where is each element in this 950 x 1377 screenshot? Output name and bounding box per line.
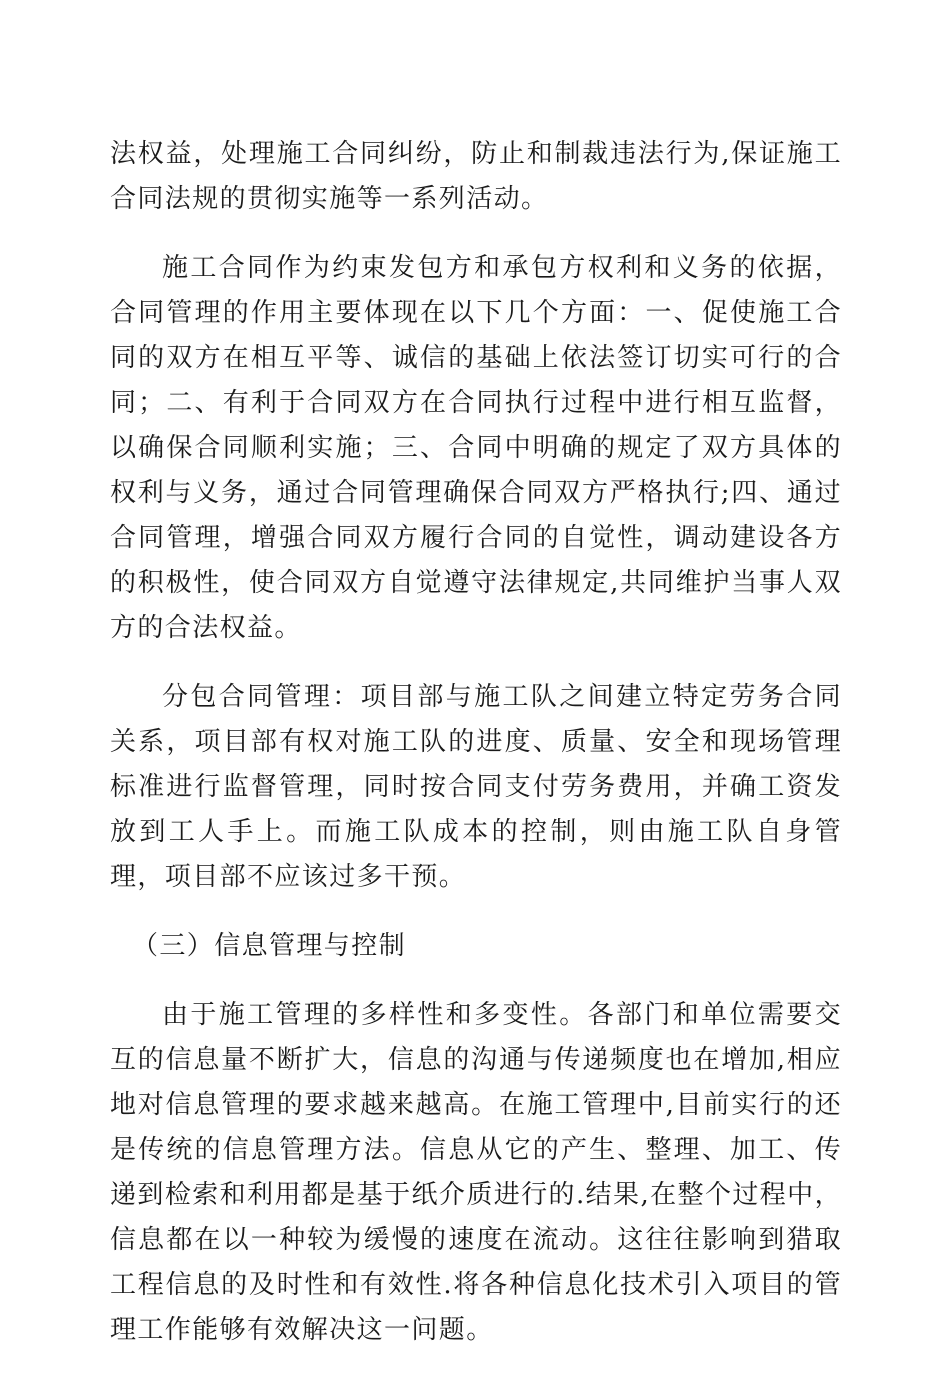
paragraph-contract-role: 施工合同作为约束发包方和承包方权利和义务的依据，合同管理的作用主要体现在以下几个方面：一、促使施工合同的双方在相互平等、诚信的基础上依法签订切实可行的合同；二、有利于合同双方在合同执行过程中进行相互监督，以确保合同顺利实施；三、合同中明确的规定了双方具体的权利与义务，通过合同管理确保合同双方严格执行;四、通过合同管理，增强合同双方履行合同的自觉性，调动建设各方的积极性，使合同双方自觉遵守法律规定,共同维护当事人双方的合法权益。 (110, 253, 842, 643)
paragraph-subcontract-management: 分包合同管理：项目部与施工队之间建立特定劳务合同关系，项目部有权对施工队的进度、质量、安全和现场管理标准进行监督管理，同时按合同支付劳务费用，并确工资发放到工人手上。而施工队成本的控制，则由施工队自身管理，项目部不应该过多干预。 (110, 682, 842, 892)
section-heading: （三）信息管理与控制 (132, 931, 407, 961)
document-body (110, 132, 842, 1377)
paragraph-continuation: 法权益，处理施工合同纠纷，防止和制裁违法行为,保证施工合同法规的贯彻实施等一系列活动。 (110, 139, 842, 214)
paragraph-information-management: 由于施工管理的多样性和多变性。各部门和单位需要交互的信息量不断扩大，信息的沟通与传递频度也在增加,相应地对信息管理的要求越来越高。在施工管理中,目前实行的还是传统的信息管理方法。信息从它的产生、整理、加工、传递到检索和利用都是基于纸介质进行的.结果,在整个过程中，信息都在以一种较为缓慢的速度在流动。这往往影响到猎取工程信息的及时性和有效性.将各种信息化技术引入项目的管理工作能够有效解决这一问题。 (110, 1000, 842, 1345)
